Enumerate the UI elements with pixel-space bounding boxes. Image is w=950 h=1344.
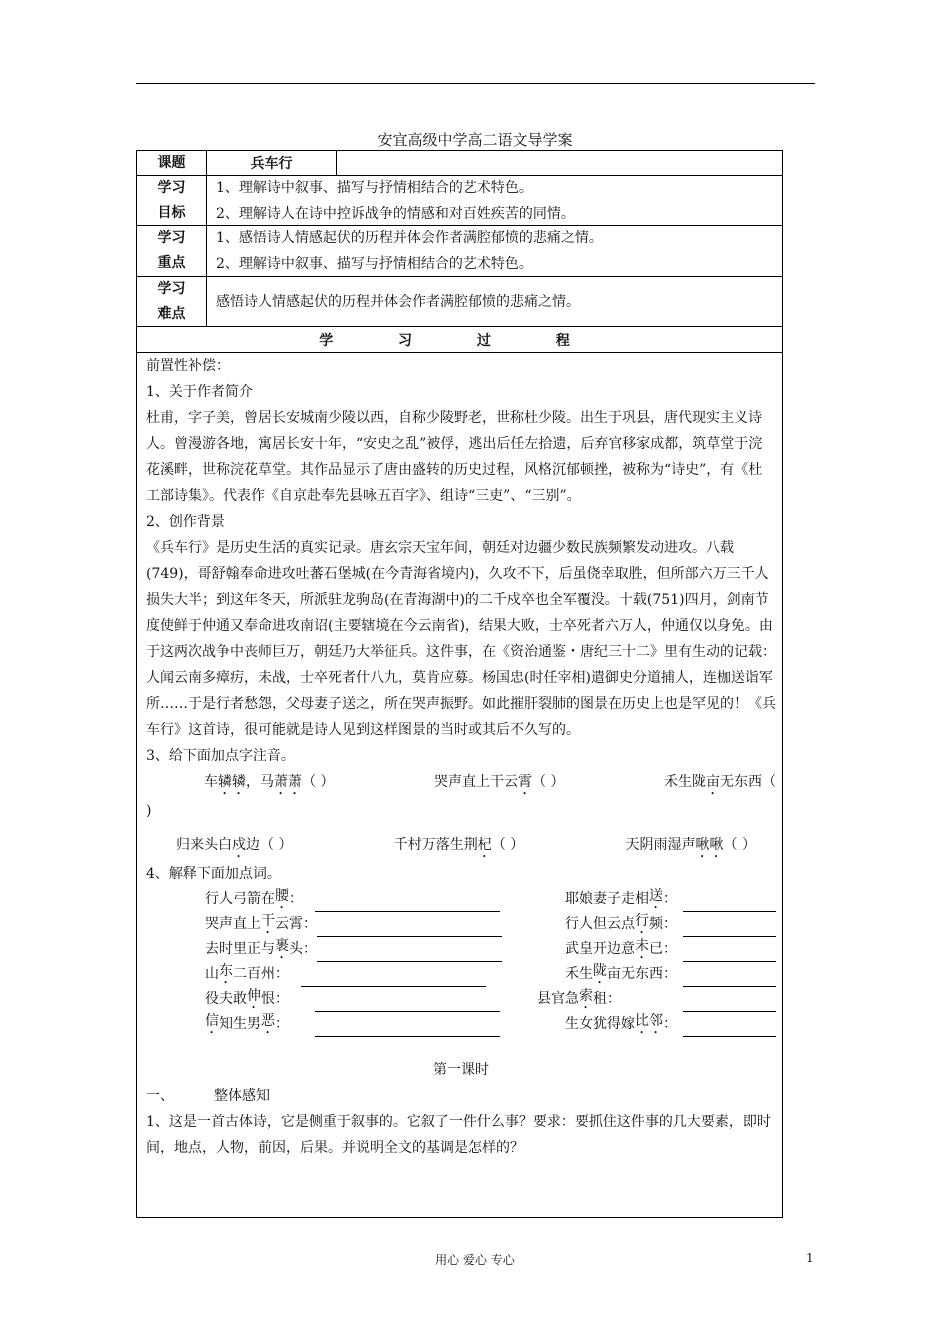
author-text: 杜甫，字子美，曾居长安城南少陵以西，自称少陵野老，世称杜少陵。出生于巩县，唐代现实主义诗人。曾漫游各地，寓居长安十年，“安史之乱”被俘，逃出后任左拾遗，后弃官移家成都，筑草堂于浣花溪畔，世称浣花草堂。其作品显示了唐由盛转的历史过程，风格沉郁顿挫，被称为“诗史”，有《杜工部诗集》。代表作《自京赴奉先县咏五百字》、组诗“三吏”、“三别”。	[146, 410, 763, 504]
key-points-label-line1: 学习	[157, 230, 186, 246]
background-text: 《兵车行》是历史生活的真实记录。唐玄宗天宝年间，朝廷对边疆少数民族频繁发动进攻。八载(749)，哥舒翰奉命进攻吐蕃石堡城(在今青海省境内)，久攻不下，后虽侥幸取胜，但所部六万三千人损失大半；到这年冬天，所派驻龙驹岛(在青海湖中)的二千戍卒也全军覆没。十载(751)四月，剑南节度使鲜于仲通又奉命进攻南诏(主要辖境在今云南省)，结果大败，士卒死者六万人，仲通仅以身免。由于这两次战争中丧师巨万，朝廷乃大举征兵。这件事，在《资治通鉴・唐纪三十二》里有生动的记载：人闻云南多瘴疠，未战，士卒死者什八九，莫肯应募。杨国忠(时任宰相)遣御史分道捕人，连枷送诣军所……于是行者愁怨，父母妻子送之，所在哭声振野。如此摧肝裂肺的图景在历史上也是罕见的！《兵车行》这首诗，很可能就是诗人见到这样图景的当时或其后不久写的。	[146, 540, 776, 738]
pinyin-row	[146, 769, 776, 798]
vocab-text: 耶娘妻子走相	[565, 891, 649, 907]
vocab-text: 禾生	[565, 966, 593, 982]
process-heading: 学 习 过 程	[137, 327, 782, 353]
vocab-item	[565, 887, 776, 912]
vocab-text: 役夫敢	[205, 991, 247, 1007]
answer-line[interactable]	[315, 894, 500, 912]
pinyin-text: 天阴雨湿声	[625, 837, 696, 853]
header-rule	[136, 83, 815, 84]
goals-label	[137, 176, 207, 225]
pinyin-heading: 3、给下面加点字注音。	[146, 748, 295, 764]
vocab-text: 亩无东西：	[607, 966, 677, 982]
pinyin-text: ，马	[246, 774, 274, 790]
answer-line[interactable]	[301, 969, 486, 987]
difficulty-label-line2: 难点	[157, 305, 186, 322]
preview-heading: 前置性补偿：	[146, 358, 230, 374]
vocab-list	[146, 887, 776, 1037]
subject-row	[137, 151, 782, 176]
dotted-char: 陇	[593, 963, 607, 979]
goal-item: 2、理解诗人在诗中控诉战争的情感和对百姓疾苦的同情。	[216, 205, 575, 222]
key-points-content	[216, 226, 776, 276]
dotted-char: 行	[635, 913, 649, 929]
section-title: 整体感知	[214, 1088, 270, 1104]
dotted-char: 裹	[275, 938, 289, 954]
goals-label-line1: 学习	[157, 179, 186, 196]
answer-line[interactable]	[315, 994, 500, 1012]
vocab-row	[146, 937, 776, 962]
dotted-char: 比邻	[635, 1013, 663, 1029]
lesson1-title: 第一课时	[433, 1062, 489, 1078]
background-heading: 2、创作背景	[146, 514, 225, 530]
dotted-char: 亩	[706, 774, 720, 790]
vocab-text: 武皇开边意	[565, 941, 635, 957]
pinyin-item	[204, 769, 334, 798]
vocab-text: 云霄：	[275, 916, 317, 932]
vocab-text: 行人但云点	[565, 916, 635, 932]
dotted-char: 戍	[232, 837, 246, 853]
pinyin-item	[626, 832, 756, 861]
vocab-item	[205, 937, 502, 962]
vocab-row	[146, 962, 776, 987]
process-body	[146, 353, 776, 1161]
vocab-row	[146, 912, 776, 937]
vocab-row	[146, 1012, 776, 1037]
difficulty-label	[137, 277, 207, 326]
lesson1-section	[146, 1083, 776, 1109]
vocab-text: 频：	[649, 916, 677, 932]
pinyin-row	[146, 832, 776, 861]
pinyin-tail: )	[146, 803, 152, 819]
vocab-item	[205, 887, 500, 912]
answer-blank: （ ）	[532, 774, 565, 790]
answer-line[interactable]	[683, 994, 776, 1012]
vocab-text: 山	[205, 966, 219, 982]
pinyin-item	[394, 832, 524, 861]
pinyin-item	[434, 769, 564, 798]
section-number: 一、	[146, 1088, 174, 1104]
answer-line[interactable]	[315, 1019, 500, 1037]
dotted-char: 干	[261, 913, 275, 929]
goals-row	[137, 176, 782, 226]
dotted-char: 索	[579, 988, 593, 1004]
pinyin-text: 车	[204, 774, 218, 790]
vocab-item	[565, 1012, 776, 1037]
goal-item: 1、理解诗中叙事、描写与抒情相结合的艺术特色。	[216, 179, 533, 196]
answer-line[interactable]	[683, 969, 776, 987]
answer-blank: （ ）	[302, 774, 335, 790]
vocab-text: 二百州：	[233, 966, 289, 982]
key-points-label	[137, 226, 207, 276]
vocab-row	[146, 987, 776, 1012]
dotted-char: 杞	[477, 837, 492, 853]
footer-text: 用心 爱心 专心	[435, 1253, 515, 1267]
answer-line[interactable]	[317, 919, 502, 937]
dotted-char: 霄	[518, 774, 532, 790]
difficulty-row	[137, 277, 782, 327]
vocab-text: ：	[289, 891, 303, 907]
key-point-item: 1、感悟诗人情感起伏的历程并体会作者满腔郁愤的悲痛之情。	[216, 230, 603, 246]
vocab-item	[205, 1012, 500, 1037]
pinyin-text: （ ）	[723, 837, 756, 853]
pinyin-text: 禾生陇	[664, 774, 706, 790]
dotted-char: 送	[649, 888, 663, 904]
goals-content	[216, 176, 776, 225]
pinyin-text: 千村万落生荆	[393, 837, 478, 853]
lesson1-question-1: 1、这是一首古体诗，它是侧重于叙事的。它叙了一件什么事？要求：要抓住这件事的几大要素，即时间，地点，人物，前因，后果。并说明全文的基调是怎样的？	[146, 1114, 771, 1156]
dotted-char: 信	[205, 1013, 219, 1029]
author-heading: 1、关于作者简介	[146, 384, 253, 400]
pinyin-text: 无东西（	[720, 774, 776, 790]
vocab-item	[205, 987, 500, 1012]
dotted-char: 东	[219, 963, 233, 979]
difficulty-content: 感悟诗人情感起伏的历程并体会作者满腔郁愤的悲痛之情。	[216, 293, 580, 310]
vocab-text: ：	[663, 891, 677, 907]
lesson-plan-table	[136, 150, 783, 1218]
answer-line[interactable]	[683, 1019, 776, 1037]
dotted-char: 萧萧	[274, 774, 302, 790]
vocab-row	[146, 887, 776, 912]
vocab-text: 哭声直上	[205, 916, 261, 932]
dotted-char: 未	[635, 938, 649, 954]
answer-line[interactable]	[683, 919, 776, 937]
vocab-text: 租：	[593, 991, 621, 1007]
subject-label: 课题	[137, 151, 207, 175]
pinyin-text: （ ）	[491, 837, 525, 853]
dotted-char: 伸	[247, 988, 261, 1004]
pinyin-item	[664, 769, 776, 798]
vocab-text: 知生男	[219, 1016, 261, 1032]
vocab-text: ：	[275, 1016, 289, 1032]
pinyin-text: 归来头白	[176, 837, 232, 853]
pinyin-text: 边（ ）	[246, 837, 293, 853]
pinyin-text: 哭声直上干云	[434, 774, 518, 790]
document-title: 安宜高级中学高二语文导学案	[377, 131, 573, 149]
subject-value: 兵车行	[207, 151, 337, 175]
vocab-item	[565, 962, 776, 987]
goals-label-line2: 目标	[157, 204, 186, 221]
key-points-row	[137, 226, 782, 277]
pinyin-item	[176, 832, 292, 861]
vocab-heading: 4、解释下面加点词。	[146, 866, 281, 882]
vocab-text: 已：	[649, 941, 677, 957]
page-number: 1	[806, 1251, 814, 1265]
vocab-text: 生女犹得嫁	[565, 1016, 635, 1032]
answer-line[interactable]	[317, 944, 502, 962]
vocab-text: 恨：	[261, 991, 289, 1007]
answer-line[interactable]	[683, 944, 776, 962]
vocab-text: 去时里正与	[205, 941, 275, 957]
answer-line[interactable]	[683, 894, 776, 912]
dotted-char: 辚辚	[218, 774, 246, 790]
key-point-item: 2、理解诗中叙事、描写与抒情相结合的艺术特色。	[216, 256, 533, 272]
vocab-text: 行人弓箭在	[205, 891, 275, 907]
vocab-text: 头：	[289, 941, 317, 957]
difficulty-label-line1: 学习	[157, 280, 186, 297]
dotted-char: 啾啾	[695, 837, 724, 853]
vocab-item	[205, 912, 502, 937]
vocab-item	[565, 912, 776, 937]
vocab-text: 县官急	[537, 991, 579, 1007]
key-points-label-line2: 重点	[157, 255, 186, 271]
dotted-char: 恶	[261, 1013, 275, 1029]
dotted-char: 腰	[275, 888, 289, 904]
vocab-text: ：	[663, 1016, 677, 1032]
